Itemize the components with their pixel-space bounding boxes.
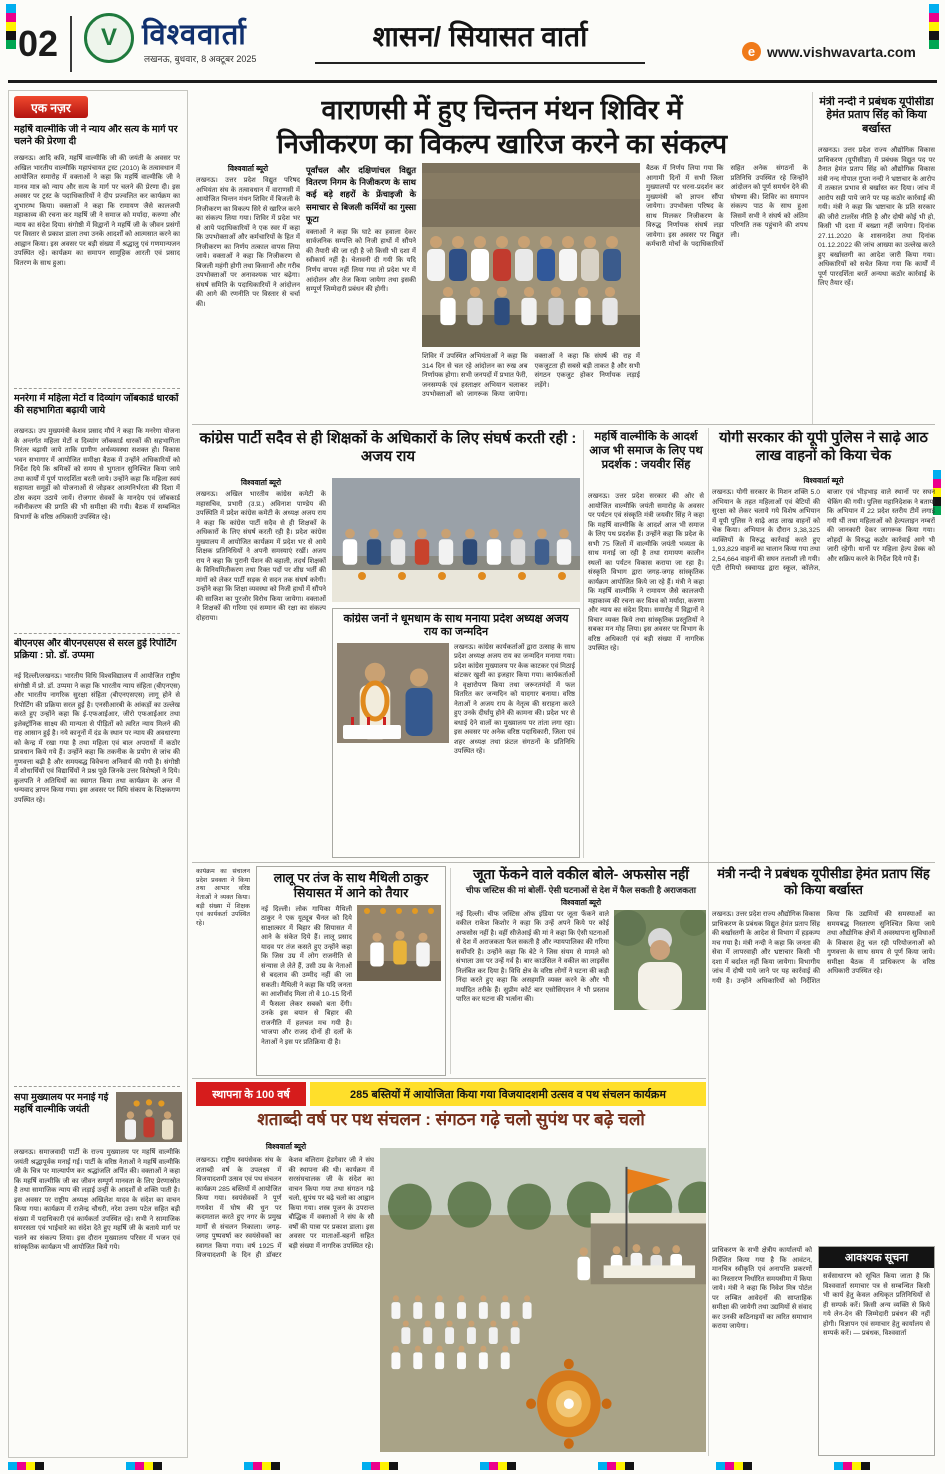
shoe-article <box>456 866 706 1076</box>
shoe-title: जूता फेंकने वाले वकील बोले- अफसोस नहीं <box>473 866 689 882</box>
lead-byline: विश्ववार्ता ब्यूरो <box>227 164 269 173</box>
lead-headline-line1: वाराणसी में हुए चिन्तन मंथन शिविर में <box>321 95 683 125</box>
bottom-highlight-strip: 285 बस्तियों में आयोजिता किया गया विजयादशमी उत्सव व पथ संचलन कार्यक्रम <box>310 1082 706 1106</box>
congress-title: कांग्रेस पार्टी सदैव से ही शिक्षकों के अधिकारों के लिए संघर्ष करती रही : अजय राय <box>199 430 577 466</box>
birthday-title: कांग्रेस जनों ने धूमधाम के साथ मनाया प्रदेश अध्यक्ष अजय राय का जन्मदिन <box>343 613 569 639</box>
section-rule <box>192 1078 706 1079</box>
valmiki-title: महर्षि वाल्मीकि के आदर्श आज भी समाज के लिए पथ प्रदर्शक : जयवीर सिंह <box>589 431 703 472</box>
website-block <box>742 42 916 61</box>
nandi-top-body: लखनऊ। उत्तर प्रदेश राज्य औद्योगिक विकास प्राधिकरण (यूपीसीडा) में प्रबंधक विद्युत पद पर तैनात हेमंत प्रताप सिंह को औद्योगिक विकास मंत्री नन्द गोपाल गुप्ता नन्दी ने भ्रष्टाचार के आरोप में तत्काल प्रभाव से बर्खास्त कर दिया। जांच में आरोप सही पाये जाने पर यह कठोर कार्रवाई की गयी। मंत्री ने कहा कि भ्रष्टाचार के प्रति सरकार की जीरो टालरेंस नीति है और दोषी कोई भी हो, किसी भी दशा में बख्शा नहीं जायेगा। दिनांक 27.11.2020 के शासनादेश तथा दिनांक 01.12.2022 की जांच आख्या का उल्लेख करते हुए बर्खास्तगी का आदेश जारी किया गया। अधिकारियों को सचेत किया गया कि कार्यों में पूर्ण पारदर्शिता बरतें अन्यथा कठोर कार्रवाई के लिए तैयार रहें। <box>818 147 935 288</box>
column-divider <box>812 92 813 424</box>
section-title: शासन/ सियासत वार्ता <box>372 21 588 52</box>
bottom-headline: शताब्दी वर्ष पर पथ संचलन : संगठन गढ़े चलो सुपंथ पर बढ़े चलो <box>257 1110 645 1129</box>
congress-continuation: कार्यक्रम का संचालन प्रदेश प्रवक्ता ने किया तथा आभार वरिष्ठ नेताओं ने व्यक्त किया। बड़ी संख्या में शिक्षक एवं कार्यकर्ता उपस्थित रहे। <box>196 868 250 928</box>
section-rule <box>192 424 935 425</box>
header-rule <box>8 80 937 83</box>
lead-intro-bold: पूर्वांचल और दक्षिणांचल विद्युत वितरण निगम के निजीकरण के साथ कई बड़े शहरों के फ्रेंचाइजी के समाचार से बिजली कर्मियों का गुस्सा फूटा <box>306 165 416 224</box>
edition-dateline: लखनऊ, बुधवार, 8 अक्टूबर 2025 <box>144 54 257 64</box>
lead-photo <box>422 163 640 347</box>
sidebar-header-tag: एक नज़र <box>14 96 88 118</box>
bottom-kicker-badge: स्थापना के 100 वर्ष <box>196 1082 306 1106</box>
shoe-byline: विश्ववार्ता ब्यूरो <box>560 897 602 907</box>
lead-body-col1: लखनऊ। उत्तर प्रदेश विद्युत परिषद अभियंता संघ के तत्वावधान में वाराणसी में आयोजित चिन्तन मंथन शिविर में बिजली के निजीकरण का विकल्प सिरे से खारिज करने का संकल्प लिया गया। शिविर में प्रदेश भर से आये पदाधिकारियों ने एक स्वर में कहा कि उपभोक्ताओं और कर्मचारियों के हित में निजीकरण का निर्णय तत्काल वापस लिया जाये। वक्ताओं ने कहा कि निजीकरण से बिजली महंगी होगी तथा किसानों और गरीब उपभोक्ताओं पर अनावश्यक भार बढ़ेगा। संघर्ष समिति के पदाधिकारियों ने आंदोलन की आगे की रणनीति पर विस्तार से चर्चा की। <box>196 177 300 308</box>
website-url: www.vishwavarta.com <box>767 43 916 60</box>
sidebar-article-title: महर्षि वाल्मीकि जी ने न्याय और सत्य के मार्ग पर चलने की प्रेरणा दी <box>14 124 178 147</box>
sidebar-divider <box>14 388 180 389</box>
column-divider <box>708 428 709 1456</box>
congress-photo <box>332 478 580 602</box>
shoe-photo <box>614 910 706 1010</box>
birthday-box <box>332 608 580 858</box>
sidebar-article-body: नई दिल्ली/लखनऊ। भारतीय विधि विश्वविद्यालय में आयोजित राष्ट्रीय संगोष्ठी में प्रो. डॉ. उप्पमा ने कहा कि भारतीय न्याय संहिता (बीएनएस) और भारतीय नागरिक सुरक्षा संहिता (बीएनएसएस) लागू होने से रिपोर्टिंग की प्रक्रिया सरल हुई है। एनसीआरबी के आंकड़ों का उल्लेख करते हुए उन्होंने कहा कि ई-एफआईआर, जीरो एफआईआर तथा इलेक्ट्रॉनिक साक्ष्य की मान्यता से पीड़ितों को त्वरित न्याय मिलने की राह आसान हुई है। नये कानूनों में दंड के स्थान पर न्याय की अवधारणा को केन्द्र में रखा गया है तथा महिला एवं बाल अपराधों में कठोर प्रावधान किये गये हैं। उन्होंने कहा कि तकनीक के प्रयोग से जांच की गुणवत्ता बढ़ी है और समयबद्ध विवेचना अनिवार्य की गयी है। संगोष्ठी में शोधार्थियों एवं विद्यार्थियों ने प्रश्न पूछे जिनके उत्तर विशेषज्ञों ने दिये। कुलपति ने अतिथियों का स्वागत किया तथा कार्यक्रम के अन्त में धन्यवाद ज्ञापन किया गया। इस अवसर पर विधि संकाय के शिक्षकगण उपस्थित रहे। <box>14 673 180 804</box>
valmiki-body: लखनऊ। उत्तर प्रदेश सरकार की ओर से आयोजित वाल्मीकि जयंती समारोह के अवसर पर पर्यटन एवं संस्कृति मंत्री जयवीर सिंह ने कहा कि महर्षि वाल्मीकि के आदर्श आज भी समाज के लिए पथ प्रदर्शक हैं। उन्होंने कहा कि प्रदेश के सभी 75 जिलों में वाल्मीकि जयंती भव्यता के साथ मनाई जा रही है तथा रामायण कालीन स्थलों का पर्यटन विकास कराया जा रहा है। संस्कृति विभाग द्वारा जगह-जगह सांस्कृतिक कार्यक्रम आयोजित किये जा रहे हैं। मंत्री ने कहा कि महर्षि वाल्मीकि ने रामायण जैसे कालजयी महाकाव्य की रचना कर विश्व को मर्यादा, करुणा और न्याय का संदेश दिया। समारोह में विद्वानों ने विचार व्यक्त किये तथा सांस्कृतिक प्रस्तुतियों ने सबका मन मोह लिया। इस अवसर पर विभाग के वरिष्ठ अधिकारी एवं बड़ी संख्या में नागरिक उपस्थित रहे। <box>588 493 704 653</box>
notice-body: सर्वसाधारण को सूचित किया जाता है कि विश्ववार्ता समाचार पत्र से सम्बन्धित किसी भी कार्य हेतु केवल अधिकृत प्रतिनिधियों से ही सम्पर्क करें। किसी अन्य व्यक्ति से किये गये लेन-देन की जिम्मेदारी प्रबंधन की नहीं होगी। विज्ञापन एवं समाचार हेतु कार्यालय से सम्पर्क करें। — प्रबंधक, विश्ववार्ता <box>823 1273 930 1338</box>
lead-body-under-photo: शिविर में उपस्थित अभियंताओं ने कहा कि 314 दिन से चल रहे आंदोलन का रुख अब निर्णायक होगा। सभी जनपदों में प्रभात फेरी, जनसम्पर्क एवं हस्ताक्षर अभियान चलाकर उपभोक्ताओं को जागरूक किया जायेगा। वक्ताओं ने कहा कि संघर्ष की राह में एकजुटता ही सबसे बड़ी ताकत है और सभी संगठन एकजुट होकर निर्णायक लड़ाई लड़ेंगे। <box>422 353 640 399</box>
notice-title: आवश्यक सूचना <box>819 1247 934 1268</box>
maithili-box <box>256 866 446 1076</box>
sidebar-article-title: बीएनएस और बीएनएसएस से सरल हुई रिपोर्टिंग प्रक्रिया : प्रो. डॉ. उप्पमा <box>14 638 177 661</box>
nandi-bottom-title: मंत्री नन्दी ने प्रबंधक यूपीसीडा हेमंत प्रताप सिंह को किया बर्खास्त <box>717 866 930 897</box>
notice-box <box>818 1246 935 1456</box>
sidebar-article-body: लखनऊ। आदि कवि, महर्षि वाल्मीकि जी की जयंती के अवसर पर अखिल भारतीय वाल्मीकि महापंचायत ट्रस्ट (2010) के तत्वावधान में आयोजित समारोह में वक्ताओं ने कहा कि महर्षि वाल्मीकि जी ने मानव मात्र को न्याय और सत्य के मार्ग पर चलने की प्रेरणा दी। इस अवसर पर ट्रस्ट के पदाधिकारियों ने दीप प्रज्वलित कर कार्यक्रम का शुभारम्भ किया। वक्ताओं ने कहा कि रामायण जैसे कालजयी महाकाव्य की रचना कर महर्षि जी ने समाज को मर्यादा, करुणा और न्याय का संदेश दिया। संगोष्ठी में विद्वानों ने महर्षि जी के जीवन प्रसंगों पर विस्तार से प्रकाश डाला तथा उनके आदर्शों को आत्मसात करने का आह्वान किया। इस अवसर पर बड़ी संख्या में श्रद्धालु एवं गणमान्यजन उपस्थित रहे। कार्यक्रम का समापन सामूहिक आरती एवं प्रसाद वितरण के साथ हुआ। <box>14 155 180 267</box>
shoe-body: नई दिल्ली। चीफ जस्टिस ऑफ इंडिया पर जूता फेंकने वाले वकील राकेश किशोर ने कहा कि उन्हें अपने किये पर कोई अफसोस नहीं है। वहीं सीजेआई की मां ने कहा कि ऐसी घटनाओं से देश में अराजकता फैल सकती है और न्यायपालिका की गरिमा सर्वोपरि है। उन्होंने कहा कि बेटे ने जिस संयम से मामले को संभाला उस पर उन्हें गर्व है। बार काउंसिल ने वकील का लाइसेंस निलंबित कर दिया है। विधि क्षेत्र के वरिष्ठ लोगों ने घटना की कड़ी निंदा करते हुए कहा कि असहमति व्यक्त करने के और भी मर्यादित तरीके हैं। सुप्रीम कोर्ट बार एसोसिएशन ने भी प्रस्ताव पारित कर घटना की भर्त्सना की। <box>456 910 609 1004</box>
birthday-body: लखनऊ। कांग्रेस कार्यकर्ताओं द्वारा उत्साह के साथ प्रदेश अध्यक्ष अजय राय का जन्मदिन मनाया गया। प्रदेश कांग्रेस मुख्यालय पर केक काटकर एवं मिठाई बांटकर खुशी का इजहार किया गया। कार्यकर्ताओं ने वृक्षारोपण किया तथा जरूरतमंदों में फल वितरित कर जन्मदिन को यादगार बनाया। वरिष्ठ नेताओं ने अजय राय के नेतृत्व की सराहना करते हुए उनके दीर्घायु होने की कामना की। प्रदेश भर से बधाई देने वालों का मुख्यालय पर तांता लगा रहा। इस अवसर पर अनेक वरिष्ठ पदाधिकारी, जिला एवं शहर अध्यक्ष तथा फ्रंटल संगठनों के प्रतिनिधि उपस्थित रहे। <box>454 643 575 756</box>
section-title-underline <box>315 62 645 64</box>
masthead: विश्ववार्ता <box>142 19 247 51</box>
lead-body-right: बैठक में निर्णय लिया गया कि आगामी दिनों में सभी जिला मुख्यालयों पर धरना-प्रदर्शन कर मुख्यमंत्री को ज्ञापन सौंपा जायेगा। उपभोक्ता परिषद के साथ मिलकर निजीकरण के विरुद्ध निर्णायक संघर्ष लड़ा जायेगा। इस अवसर पर विद्युत कर्मचारी मोर्चा के पदाधिकारियों सहित अनेक संगठनों के प्रतिनिधि उपस्थित रहे जिन्होंने आंदोलन को पूर्ण समर्थन देने की घोषणा की। शिविर का समापन संकल्प पाठ के साथ हुआ जिसमें सभी ने संघर्ष को अंतिम परिणति तक पहुंचाने की शपथ ली। <box>646 165 808 249</box>
nandi-side-body: प्राधिकरण के सभी क्षेत्रीय कार्यालयों को निर्देशित किया गया है कि आवंटन, मानचित्र स्वीकृति एवं अनापत्ति प्रकरणों का निस्तारण निर्धारित समयसीमा में किया जाये। मंत्री ने कहा कि निवेश मित्र पोर्टल पर लम्बित आवेदनों की साप्ताहिक समीक्षा की जायेगी तथा उद्यमियों से संवाद कर उनकी कठिनाइयों का त्वरित समाधान कराया जायेगा। <box>712 1247 812 1331</box>
section-rule <box>192 862 935 863</box>
maithili-body: नई दिल्ली। लोक गायिका मैथिली ठाकुर ने एक यूट्यूब चैनल को दिये साक्षात्कार में बिहार की सियासत में आने के संकेत दिये हैं। लालू प्रसाद यादव पर तंज कसते हुए उन्होंने कहा कि जिस उम्र में लोग राजनीति से संन्यास ले लेते हैं, उसी उम्र के नेताओं से बदलाव की उम्मीद नहीं की जा सकती। मैथिली ने कहा कि यदि जनता का आशीर्वाद मिला तो वे 10-15 दिनों में फैसला लेकर सबको बता देंगी। उनके इस बयान से बिहार की राजनीति में हलचल मच गयी है। भाजपा और राजद दोनों ही दलों के नेताओं ने इस पर प्रतिक्रिया दी है। <box>261 905 352 1046</box>
lead-column-2 <box>306 164 416 422</box>
sidebar-article-body: लखनऊ। समाजवादी पार्टी के राज्य मुख्यालय पर महर्षि वाल्मीकि जयंती श्रद्धापूर्वक मनाई गई। पार्टी के वरिष्ठ नेताओं ने महर्षि वाल्मीकि जी के चित्र पर माल्यार्पण कर श्रद्धांजलि अर्पित की। वक्ताओं ने कहा कि महर्षि वाल्मीकि जी का जीवन सम्पूर्ण मानवता के लिए प्रेरणास्रोत है तथा सामाजिक न्याय की लड़ाई उन्हीं के आदर्शों से शक्ति पाती है। इस अवसर पर राष्ट्रीय अध्यक्ष अखिलेश यादव के संदेश का वाचन किया गया। कार्यक्रम में राजेन्द्र चौधरी, नरेश उत्तम पटेल सहित बड़ी संख्या में पदाधिकारी एवं कार्यकर्ता उपस्थित रहे। सभी ने सामाजिक समरसता एवं भाईचारे का संदेश देते हुए महर्षि जी के बताये मार्ग पर चलने का संकल्प लिया। इस दौरान मुख्यालय परिसर में भजन एवं सांस्कृतिक कार्यक्रम भी आयोजित किये गये। <box>14 1149 180 1252</box>
website-e-icon: e <box>742 42 761 61</box>
nandi-bottom-body: लखनऊ। उत्तर प्रदेश राज्य औद्योगिक विकास प्राधिकरण के प्रबंधक विद्युत हेमंत प्रताप सिंह की बर्खास्तगी के आदेश से विभाग में हड़कम्प मच गया है। मंत्री नन्दी ने कहा कि जनता की सेवा में लापरवाही और भ्रष्टाचार किसी भी दशा में बर्दाश्त नहीं किया जायेगा। विभागीय जांच में दोषी पाये जाने पर यह कार्रवाई की गयी है। उन्होंने अधिकारियों को निर्देशित किया कि उद्यमियों की समस्याओं का समयबद्ध निस्तारण सुनिश्चित किया जाये तथा औद्योगिक क्षेत्रों में अवस्थापना सुविधाओं के विकास हेतु चल रही परियोजनाओं को गुणवत्ता के साथ समय से पूर्ण किया जाये। समीक्षा बैठक में प्राधिकरण के वरिष्ठ अधिकारी उपस्थित रहे। <box>712 911 935 985</box>
police-body: लखनऊ। योगी सरकार के मिशन शक्ति 5.0 अभियान के तहत महिलाओं एवं बेटियों की सुरक्षा को लेकर चलाये गये विशेष अभियान में यूपी पुलिस ने साढ़े आठ लाख वाहनों को चेक किया। अभियान के दौरान 3,38,325 व्यक्तियों के विरुद्ध कार्रवाई करते हुए 1,93,829 वाहनों का चालान किया गया तथा 2,54,664 वाहनों की सघन तलाशी ली गयी। एंटी रोमियो स्क्वायड द्वारा स्कूल, कॉलेज, बाजार एवं भीड़भाड़ वाले स्थानों पर सघन चेकिंग की गयी। पुलिस महानिदेशक ने बताया कि अभियान में 22 प्रदेश स्तरीय टीमें लगाई गयी थीं तथा महिलाओं को हेल्पलाइन नम्बरों की जानकारी देकर जागरूक किया गया। शोहदों के विरुद्ध कठोर कार्रवाई आगे भी जारी रहेगी। थानों पर महिला हेल्प डेस्क को और सक्रिय करने के निर्देश दिये गये हैं। <box>712 489 935 573</box>
nandi-top-title: मंत्री नन्दी ने प्रबंधक यूपीसीडा हेमंत प्रताप सिंह को किया बर्खास्त <box>819 96 934 135</box>
registration-marks-top-right <box>929 4 939 49</box>
page-number: 02 <box>18 16 72 72</box>
sidebar-divider <box>14 633 180 634</box>
shoe-subtitle: चीफ जस्टिस की मां बोलीं- ऐसी घटनाओं से देश में फैल सकती है अराजकता <box>466 885 696 896</box>
lead-body-col2: वक्ताओं ने कहा कि घाटे का हवाला देकर सार्वजनिक सम्पत्ति को निजी हाथों में सौंपने की तैयारी की जा रही है जो किसी भी दशा में स्वीकार्य नहीं है। चेतावनी दी गयी कि यदि निर्णय वापस नहीं लिया गया तो प्रदेश भर में आंदोलन और तेज किया जायेगा तथा इसकी सम्पूर्ण जिम्मेदारी प्रबंधन की होगी। <box>306 228 416 294</box>
bottom-byline: विश्ववार्ता ब्यूरो <box>265 1142 307 1151</box>
congress-byline: विश्ववार्ता ब्यूरो <box>240 478 282 487</box>
congress-body: लखनऊ। अखिल भारतीय कांग्रेस कमेटी के महासचिव, प्रभारी (उ.प्र.) अविनाश पाण्डेय की उपस्थिति में प्रदेश कांग्रेस कमेटी के अध्यक्ष अजय राय ने कहा कि कांग्रेस पार्टी सदैव से ही शिक्षकों के अधिकारों के लिए संघर्ष करती रही है। प्रदेश कांग्रेस मुख्यालय में आयोजित कार्यक्रम में प्रदेश भर से आये शिक्षक प्रतिनिधियों ने अपनी समस्याएं रखीं। अजय राय ने कहा कि पुरानी पेंशन की बहाली, तदर्थ शिक्षकों के विनियमितीकरण तथा रिक्त पदों पर शीघ्र भर्ती की मांगों को लेकर पार्टी सड़क से सदन तक संघर्ष करेगी। उन्होंने कहा कि शिक्षा व्यवस्था को निजी हाथों में सौंपने की साजिश का पुरजोर विरोध किया जायेगा। वक्ताओं ने शिक्षकों की गरिमा एवं सम्मान की रक्षा का संकल्प दोहराया। <box>196 491 326 622</box>
lead-column-1 <box>196 164 300 422</box>
bottom-photo <box>380 1148 706 1452</box>
sidebar-article-photo <box>116 1092 182 1142</box>
bottom-body: लखनऊ। राष्ट्रीय स्वयंसेवक संघ के शताब्दी वर्ष के उपलक्ष्य में विजयादशमी उत्सव एवं पथ संचलन कार्यक्रम 285 बस्तियों में आयोजित किया गया। स्वयंसेवकों ने पूर्ण गणवेश में घोष की धुन पर कदमताल करते हुए नगर के प्रमुख मार्गों से संचलन निकाला। जगह-जगह पुष्पवर्षा कर स्वयंसेवकों का स्वागत किया गया। वर्ष 1925 में विजयादशमी के दिन ही डॉक्टर केशव बलिराम हेडगेवार जी ने संघ की स्थापना की थी। कार्यक्रम में सरसंघचालक जी के संदेश का वाचन किया गया तथा संगठन गढ़े चलो, सुपंथ पर बढ़े चलो का आह्वान किया गया। शस्त्र पूजन के उपरान्त बौद्धिक में वक्ताओं ने संघ के सौ वर्षों की यात्रा पर प्रकाश डाला। इस अवसर पर माताओं-बहनों सहित बड़ी संख्या में नागरिक उपस्थित रहे। <box>196 1157 374 1260</box>
birthday-photo <box>337 643 449 743</box>
registration-marks-top-left <box>6 4 16 49</box>
police-byline: विश्ववार्ता ब्यूरो <box>803 476 844 485</box>
sidebar-article-title: मनरेगा में महिला मेटों व दिव्यांग जॉबकार्ड धारकों की सहभागिता बढ़ायी जाये <box>14 393 179 416</box>
masthead-logo-icon: V <box>84 13 134 63</box>
lead-headline-line2: निजीकरण का विकल्प खारिज करने का संकल्प <box>276 129 728 159</box>
sidebar-divider <box>14 1086 180 1087</box>
maithili-title: लालू पर तंज के साथ मैथिली ठाकुर सियासत में आने को तैयार <box>273 871 429 901</box>
police-title: योगी सरकार की यूपी पुलिस ने साढ़े आठ लाख वाहनों को किया चेक <box>719 430 928 464</box>
registration-marks-bottom <box>8 1462 937 1470</box>
sidebar-article-title: सपा मुख्यालय पर मनाई गई महर्षि वाल्मीकि जयंती <box>14 1092 109 1115</box>
column-divider <box>583 430 584 858</box>
maithili-photo <box>357 905 441 981</box>
congress-column <box>196 478 326 858</box>
column-divider <box>450 868 451 1074</box>
sidebar-article-body: लखनऊ। उप मुख्यमंत्री केशव प्रसाद मौर्य ने कहा कि मनरेगा योजना के अन्तर्गत महिला मेटों व दिव्यांग जॉबकार्ड धारकों की सहभागिता निरंतर बढ़ायी जाये ताकि ग्रामीण अर्थव्यवस्था सशक्त हो। विकास भवन सभागार में आयोजित समीक्षा बैठक में उन्होंने अधिकारियों को निर्देश दिये कि श्रमिकों को समय से भुगतान सुनिश्चित किया जाये तथा कार्यों में पूर्ण पारदर्शिता बरती जाये। उन्होंने कहा कि महिला स्वयं सहायता समूहों को योजनाओं से जोड़कर आत्मनिर्भरता की दिशा में ठोस कदम उठाये जायें। रोजगार सेवकों के मानदेय एवं जॉबकार्ड नवीनीकरण की प्रगति की भी समीक्षा की गयी। बैठक में सम्बन्धित विभागों के वरिष्ठ अधिकारी उपस्थित रहे। <box>14 428 180 521</box>
